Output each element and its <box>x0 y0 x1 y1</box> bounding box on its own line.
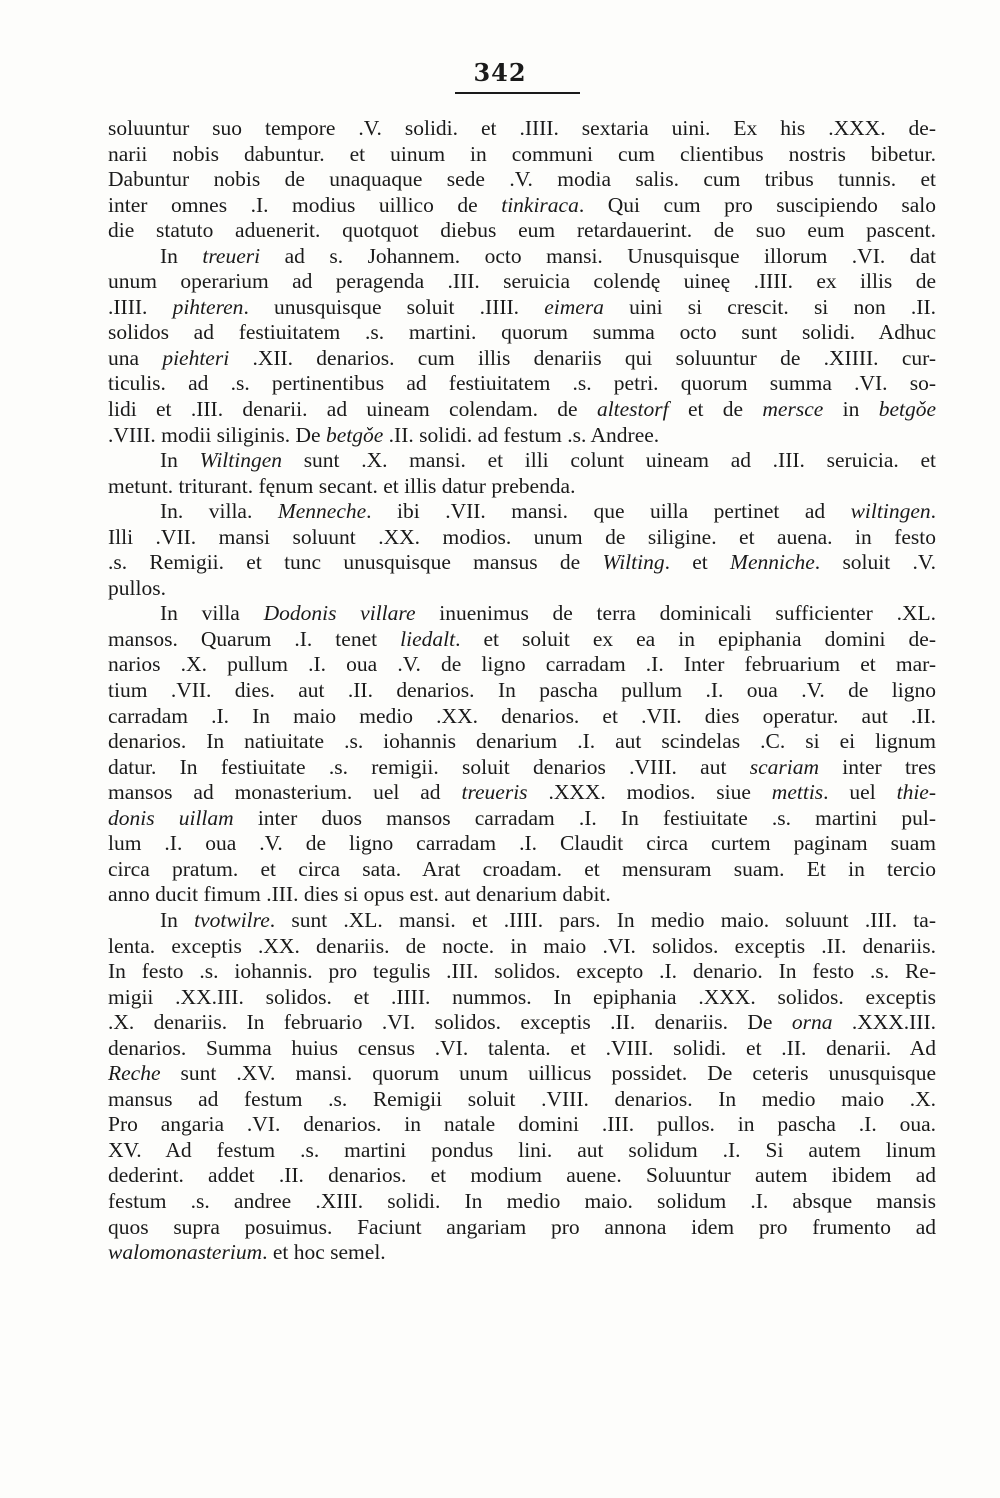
text-line: circa pratum. et circa sata. Arat croadam. et mensuram suam. Et in tercio <box>108 856 936 881</box>
text-line: In festo .s. iohannis. pro tegulis .III. solidos. excepto .I. denario. In festo .s. Re- <box>108 959 936 984</box>
text-line: In treueri ad s. Johannem. octo mansi. Unusquisque illorum .VI. dat <box>160 243 936 268</box>
text-line: datur. In festiuitate .s. remigii. soluit denarios .VIII. aut scariam inter tres <box>108 754 937 779</box>
text-line: anno ducit fimum .III. dies si opus est. aut denarium dabit. <box>108 882 611 907</box>
text-line: walomonasterium. et hoc semel. <box>108 1240 386 1265</box>
text-line: narios .X. pullum .I. oua .V. de ligno carradam .I. Inter februarium et mar- <box>108 652 936 677</box>
text-line: In villa Dodonis villare inuenimus de terra dominicali sufficienter .XL. <box>160 601 936 626</box>
text-line: ticulis. ad .s. pertinentibus ad festiuitatem .s. petri. quorum summa .VI. so- <box>108 371 936 396</box>
text-line: metunt. triturant. fęnum secant. et illis datur prebenda. <box>108 473 576 498</box>
page-number: 342 <box>473 58 527 87</box>
text-line: carradam .I. In maio medio .XX. denarios. et .VII. dies operatur. aut .II. <box>108 703 936 728</box>
text-line: .s. Remigii. et tunc unusquisque mansus de Wilting. et Menniche. soluit .V. <box>108 550 936 575</box>
text-line: Dabuntur nobis de unaquaque sede .V. modia salis. cum tribus tunnis. et <box>108 167 936 192</box>
text-line: die statuto aduenerit. quotquot diebus eum retardauerint. de suo eum pascent. <box>108 218 936 243</box>
text-line: Reche sunt .XV. mansi. quorum unum uillicus possidet. De ceteris unusquisque <box>108 1061 936 1086</box>
text-line: .X. denariis. In februario .VI. solidos. exceptis .II. denariis. De orna .XXX.III. <box>108 1010 937 1035</box>
text-line: .IIII. pihteren. unusquisque soluit .IIII. eimera uini si crescit. si non .II. <box>108 294 936 319</box>
text-line: In Wiltingen sunt .X. mansi. et illi colunt uineam ad .III. seruicia. et <box>160 448 936 473</box>
text-line: unum operarium ad peragenda .III. seruicia colendę uineę .IIII. ex illis de <box>108 269 936 294</box>
text-line: lenta. exceptis .XX. denariis. de nocte. in maio .VI. solidos. exceptis .II. denariis. <box>108 933 936 958</box>
text-line: migii .XX.III. solidos. et .IIII. nummos. In epiphania .XXX. solidos. exceptis <box>108 984 936 1009</box>
text-line: donis uillam inter duos mansos carradam .I. In festiuitate .s. martini pul- <box>108 805 936 830</box>
text-line: lum .I. oua .V. de ligno carradam .I. Claudit circa curtem paginam suam <box>108 831 936 856</box>
text-line: XV. Ad festum .s. martini pondus lini. aut solidum .I. Si autem linum <box>108 1137 936 1162</box>
text-line: Illi .VII. mansi soluunt .XX. modios. unum de siligine. et auena. in festo <box>108 524 936 549</box>
text-line: dederint. addet .II. denarios. et modium auene. Soluuntur autem ibidem ad <box>108 1163 936 1188</box>
text-line: In. villa. Menneche. ibi .VII. mansi. que uilla pertinet ad wiltingen. <box>160 499 936 524</box>
text-line: denarios. In natiuitate .s. iohannis denarium .I. aut scindelas .C. si ei lignum <box>108 729 936 754</box>
text-line: mansus ad festum .s. Remigii soluit .VIII. denarios. In medio maio .X. <box>108 1086 936 1111</box>
text-line: Pro angaria .VI. denarios. in natale domini .III. pullos. in pascha .I. oua. <box>108 1112 936 1137</box>
text-line: una piehteri .XII. denarios. cum illis denariis qui soluuntur de .XIIII. cur- <box>108 345 937 370</box>
text-line: solidos ad festiuitatem .s. martini. quorum summa octo sunt solidi. Adhuc <box>108 320 936 345</box>
page-number-rule <box>455 92 580 94</box>
text-line: festum .s. andree .XIII. solidi. In medio maio. solidum .I. absque mansis <box>108 1188 936 1213</box>
text-line: mansos. Quarum .I. tenet liedalt. et soluit ex ea in epiphania domini de- <box>108 626 936 651</box>
text-line: quos supra posuimus. Faciunt angariam pro annona idem pro frumento ad <box>108 1214 936 1239</box>
text-line: .VIII. modii siliginis. De betgǒe .II. solidi. ad festum .s. Andree. <box>108 422 660 447</box>
text-line: tium .VII. dies. aut .II. denarios. In pascha pullum .I. oua .V. de ligno <box>108 678 936 703</box>
text-line: narii nobis dabuntur. et uinum in communi cum clientibus nostris bibetur. <box>108 141 936 166</box>
text-line: pullos. <box>108 575 166 600</box>
text-line: In tvotwilre. sunt .XL. mansi. et .IIII. pars. In medio maio. soluunt .III. ta- <box>160 907 936 932</box>
text-line: soluuntur suo tempore .V. solidi. et .IIII. sextaria uini. Ex his .XXX. de- <box>108 116 936 140</box>
text-line: denarios. Summa huius census .VI. talenta. et .VIII. solidi. et .II. denarii. Ad <box>108 1035 936 1060</box>
text-line: inter omnes .I. modius uillico de tinkiraca. Qui cum pro suscipiendo salo <box>108 192 936 217</box>
text-line: lidi et .III. denarii. ad uineam colendam. de altestorf et de mersce in betgǒe <box>108 397 936 422</box>
body-text <box>108 116 936 1266</box>
text-line: mansos ad monasterium. uel ad treueris .XXX. modios. siue mettis. uel thie- <box>108 780 936 805</box>
